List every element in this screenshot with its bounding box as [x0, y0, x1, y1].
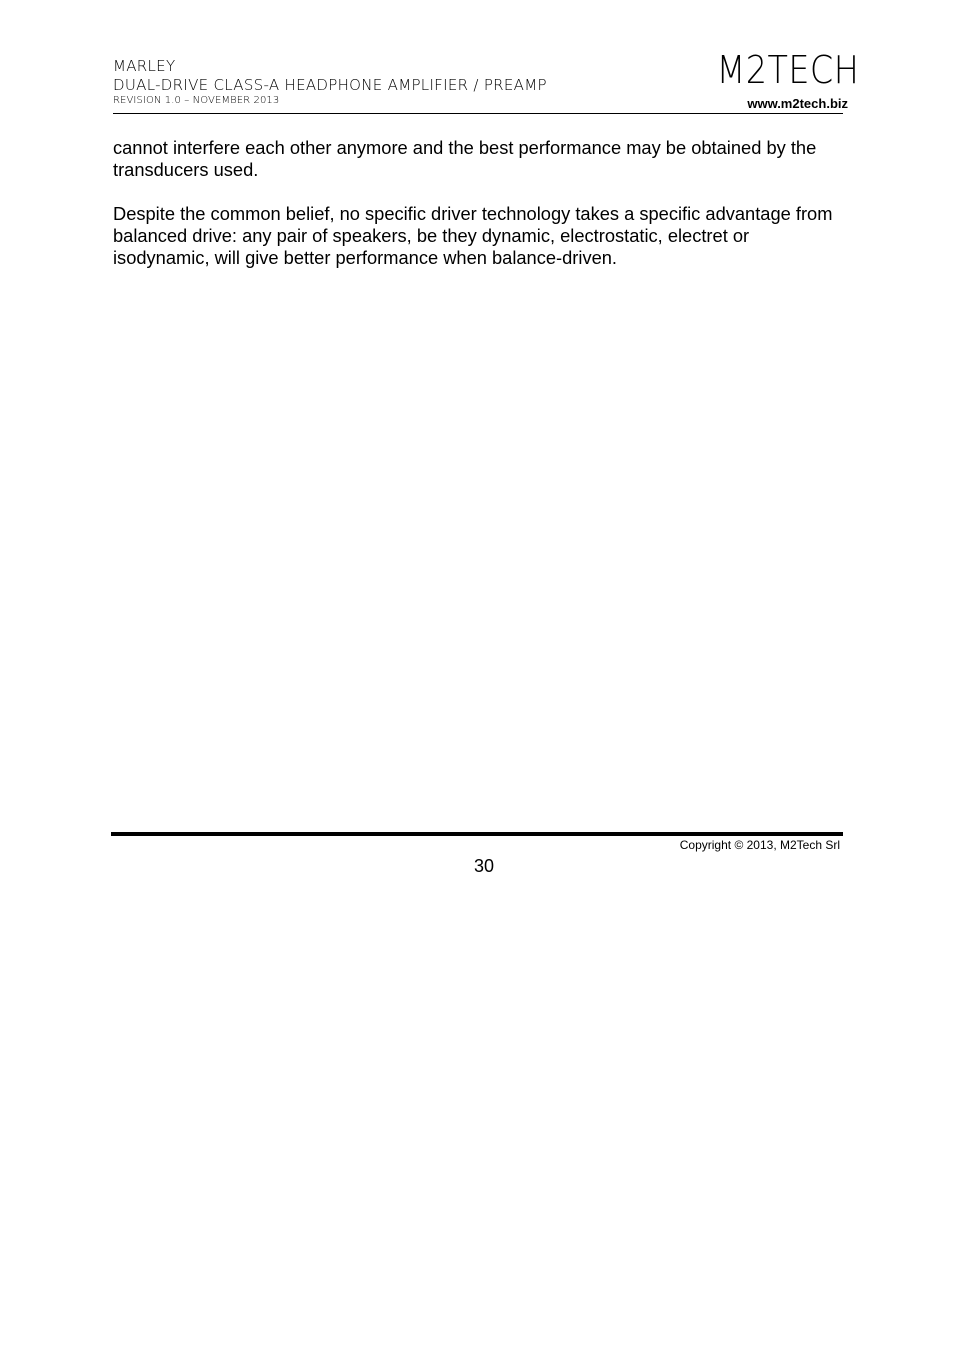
header-document-info [113, 56, 547, 107]
page-number: 30 [473, 856, 495, 876]
copyright-notice: Copyright © 2013, M2Tech Srl [679, 838, 840, 852]
body-paragraph: Despite the common belief, no specific driver technology takes a specific advantage from balanced drive: any pair of speakers, be they dynamic, electrostatic, electret or isodynamic, will give better performance when balance-driven. [113, 203, 833, 268]
product-name: MARLEY [113, 57, 176, 75]
body-paragraph: cannot interfere each other anymore and the best performance may be obtained by the transducers used. [113, 137, 817, 180]
document-title: DUAL-DRIVE CLASS-A HEADPHONE AMPLIFIER / PREAMP [113, 76, 547, 94]
footer-divider [111, 832, 843, 836]
website-link[interactable]: www.m2tech.biz [747, 96, 848, 111]
page-header [113, 48, 859, 114]
document-revision: REVISION 1.0 – NOVEMBER 2013 [113, 95, 280, 106]
header-divider [113, 113, 843, 114]
page-body [113, 137, 841, 291]
m2tech-logo: M2TECH [716, 48, 859, 92]
